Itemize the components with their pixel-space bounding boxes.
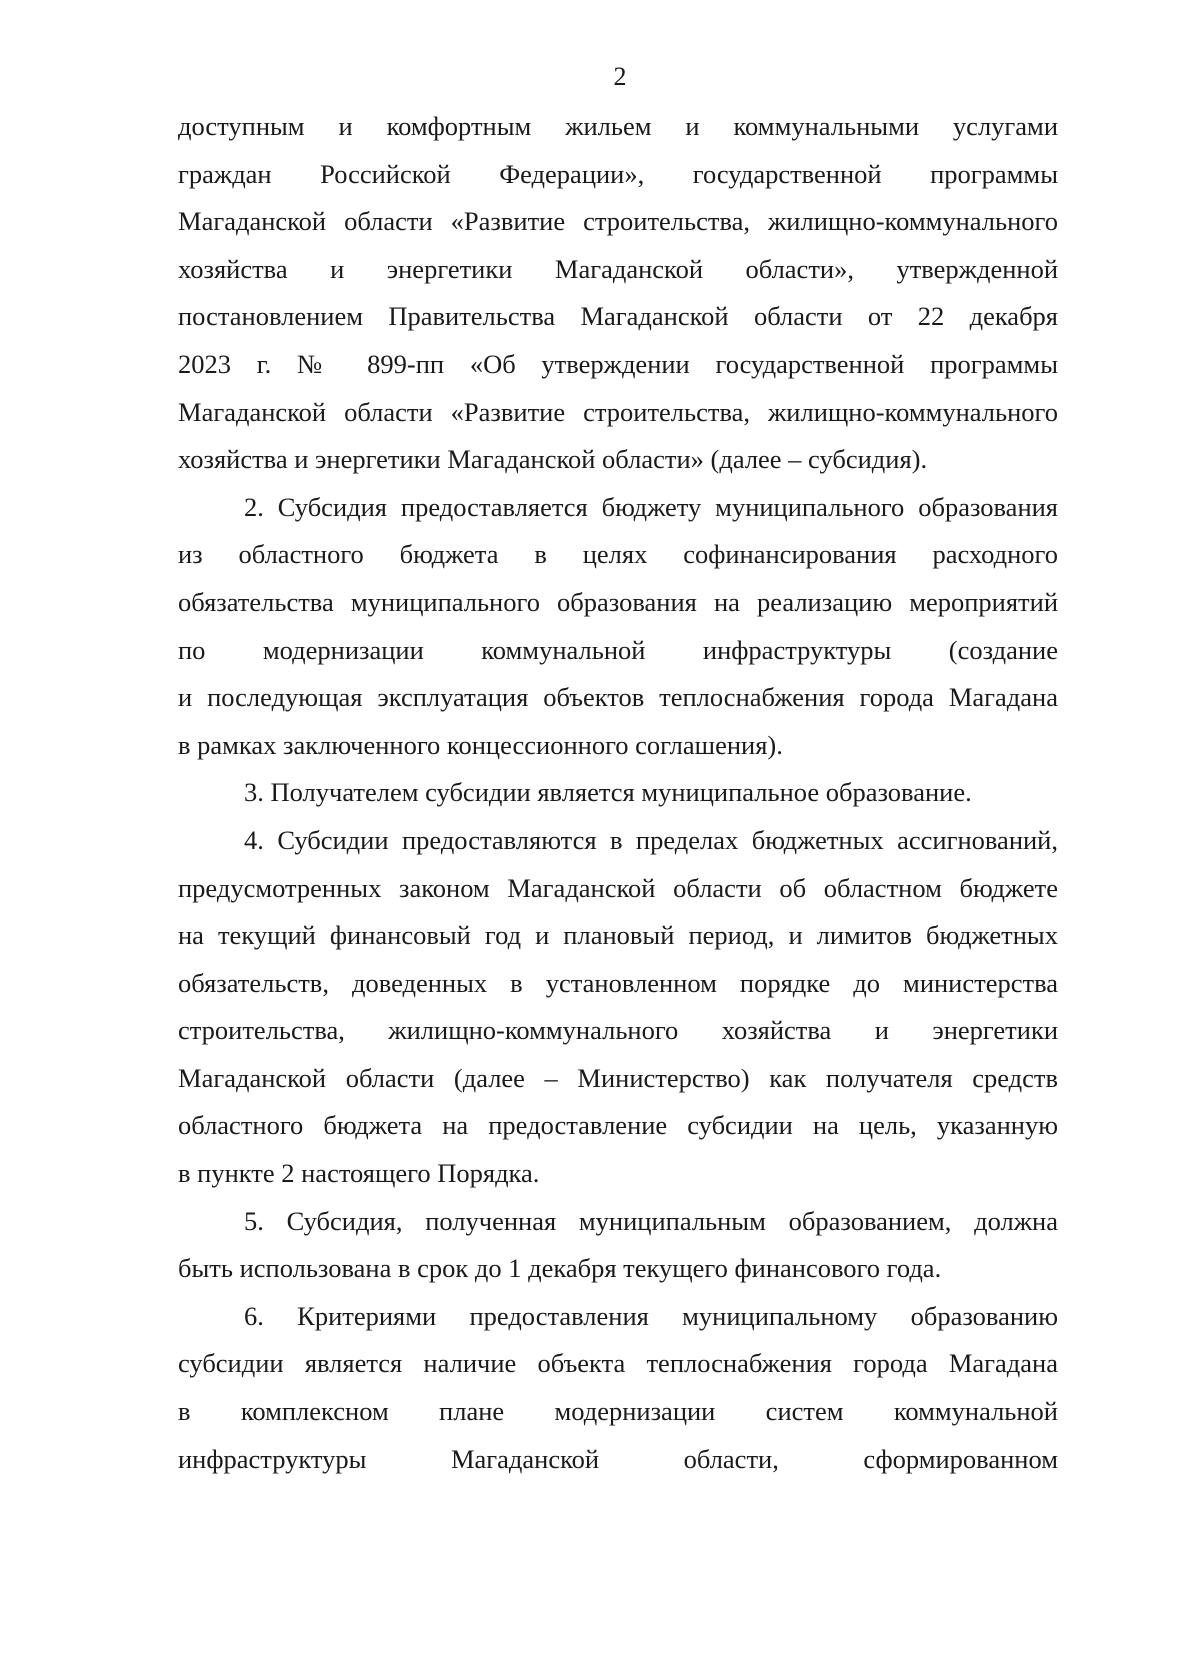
text-line: обязательства муниципального образования на реализацию мероприятий (178, 586, 1058, 617)
text-line: хозяйства и энергетики Магаданской области» (далее – субсидия). (178, 444, 928, 475)
text-line: постановлением Правительства Магаданской области от 22 декабря (178, 301, 1058, 332)
text-line: в комплексном плане модернизации систем коммунальной (178, 1396, 1058, 1427)
text-line: 6. Критериями предоставления муниципальному образованию (244, 1300, 1058, 1331)
paragraph-2 (178, 484, 1058, 770)
text-line: Магаданской области (далее – Министерство) как получателя средств (178, 1062, 1058, 1093)
paragraph-continuation (178, 103, 1058, 484)
text-line: быть использована в срок до 1 декабря текущего финансового года. (178, 1253, 942, 1284)
text-line: 2. Субсидия предоставляется бюджету муниципального образования (244, 491, 1058, 522)
paragraph-3 (178, 769, 1058, 817)
text-line: на текущий финансовый год и плановый период, и лимитов бюджетных (178, 920, 1058, 951)
text-line: из областного бюджета в целях софинансирования расходного (178, 539, 1058, 570)
text-line: и последующая эксплуатация объектов теплоснабжения города Магадана (178, 682, 1058, 713)
text-line: хозяйства и энергетики Магаданской области», утвержденной (178, 253, 1058, 284)
paragraph-5 (178, 1198, 1058, 1293)
text-line: в рамках заключенного концессионного соглашения). (178, 729, 783, 760)
text-line: доступным и комфортным жильем и коммунальными услугами (178, 111, 1058, 141)
text-line: Магаданской области «Развитие строительства, жилищно-коммунального (178, 206, 1058, 237)
text-line: обязательств, доведенных в установленном порядке до министерства (178, 967, 1058, 998)
text-line: 3. Получателем субсидии является муниципальное образование. (244, 777, 972, 808)
text-line: в пункте 2 настоящего Порядка. (178, 1158, 540, 1189)
text-line: граждан Российской Федерации», государственной программы (178, 158, 1058, 189)
text-line: предусмотренных законом Магаданской области об областном бюджете (178, 872, 1058, 903)
text-line: 5. Субсидия, полученная муниципальным образованием, должна (244, 1205, 1058, 1236)
paragraph-6 (178, 1293, 1058, 1483)
text-line: строительства, жилищно-коммунального хозяйства и энергетики (178, 1015, 1058, 1046)
text-line: 2023 г. № 899-пп «Об утверждении государственной программы (178, 348, 1058, 379)
text-line: по модернизации коммунальной инфраструктуры (создание (178, 634, 1058, 665)
text-line: Магаданской области «Развитие строительства, жилищно-коммунального (178, 396, 1058, 427)
text-line: инфраструктуры Магаданской области, сформированном (178, 1443, 1058, 1474)
text-line: субсидии является наличие объекта теплоснабжения города Магадана (178, 1348, 1058, 1379)
document-body (178, 103, 1058, 1483)
page-number: 2 (613, 62, 627, 91)
paragraph-4 (178, 817, 1058, 1198)
text-line: областного бюджета на предоставление субсидии на цель, указанную (178, 1110, 1058, 1141)
text-line: 4. Субсидии предоставляются в пределах бюджетных ассигнований, (244, 824, 1058, 855)
